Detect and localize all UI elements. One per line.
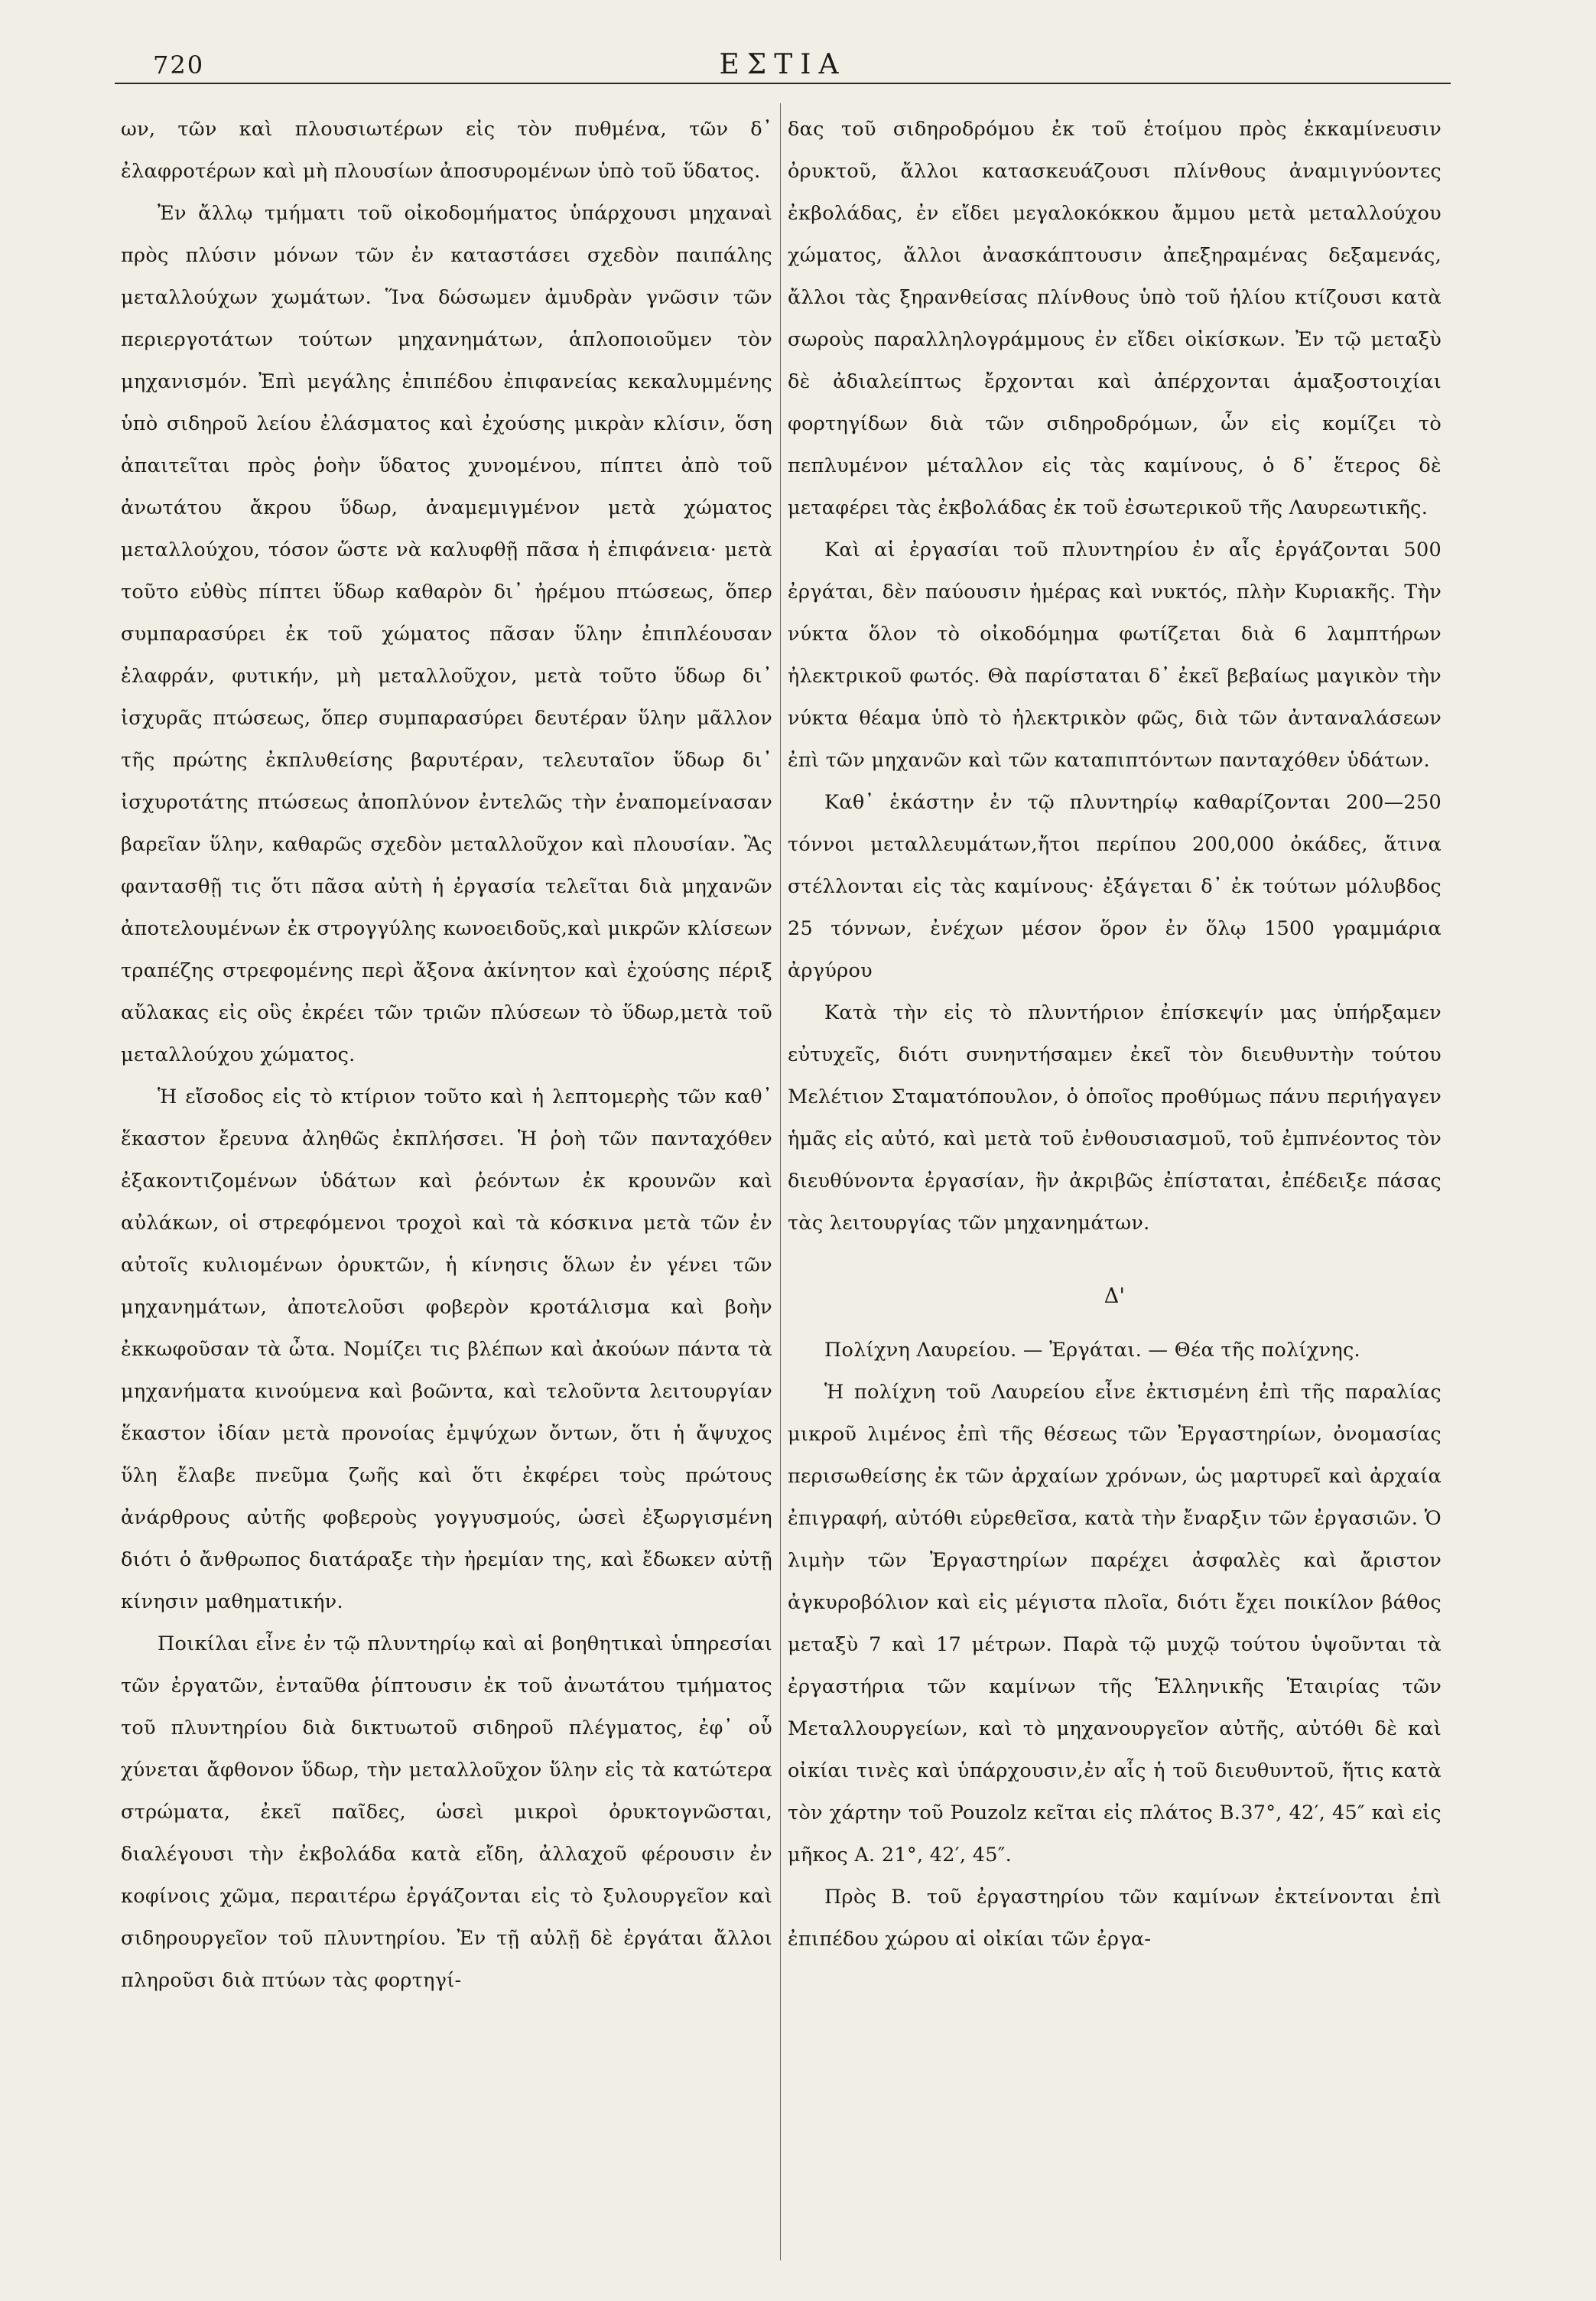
page-number: 720 — [153, 50, 205, 80]
header-rule — [115, 83, 1451, 84]
paragraph: Πρὸς Β. τοῦ ἐργαστηρίου τῶν καμίνων ἐκτείνονται ἐπὶ ἐπιπέδου χώρου αἱ οἰκίαι τῶν ἐργα- — [788, 1886, 1442, 1951]
left-column — [121, 109, 772, 2266]
paragraph: Καὶ αἱ ἐργασίαι τοῦ πλυντηρίου ἐν αἷς ἐργάζονται 500 ἐργάται, δὲν παύουσιν ἡμέρας καὶ νυκτός, πλὴν Κυριακῆς. Τὴν νύκτα ὅλον τὸ οἰκοδόμημα φωτίζεται διὰ 6 λαμπτήρων ἠλεκτρικοῦ φωτός. Θὰ παρίσταται δ᾽ ἐκεῖ βεβαίως μαγικὸν τὴν νύκτα θέαμα ὑπὸ τὸ ἠλεκτρικὸν φῶς, διὰ τῶν ἀνταναλάσεων ἐπὶ τῶν μηχανῶν καὶ τῶν καταπιπτόντων πανταχόθεν ὑδάτων. — [788, 539, 1442, 772]
section-summary: Πολίχνη Λαυρείου. — Ἐργάται. — Θέα τῆς πολίχνης. — [824, 1339, 1360, 1362]
paragraph: Ποικίλαι εἶνε ἐν τῷ πλυντηρίῳ καὶ αἱ βοηθητικαὶ ὑπηρεσίαι τῶν ἐργατῶν, ἐνταῦθα ῥίπτουσιν ἐκ τοῦ ἀνωτάτου τμήματος τοῦ πλυντηρίου διὰ δικτυωτοῦ σιδηροῦ πλέγματος, ἐφ᾽ οὗ χύνεται ἄφθονον ὕδωρ, τὴν μεταλλοῦχον ὕλην εἰς τὰ κατώτερα στρώματα, ἐκεῖ παῖδες, ὡσεὶ μικροὶ ὀρυκτογνῶσται, διαλέγουσι τὴν ἐκβολάδα κατὰ εἴδη, ἀλλαχοῦ φέρουσιν ἐν κοφίνοις χῶμα, περαιτέρω ἐργάζονται εἰς τὸ ξυλουργεῖον καὶ σιδηρουργεῖον τοῦ πλυντηρίου. Ἐν τῇ αὐλῇ δὲ ἐργάται ἄλλοι πληροῦσι διὰ πτύων τὰς φορτηγί- — [121, 1632, 772, 1992]
right-column — [788, 109, 1442, 2266]
paragraph: δας τοῦ σιδηροδρόμου ἐκ τοῦ ἑτοίμου πρὸς ἐκκαμίνευσιν ὀρυκτοῦ, ἄλλοι κατασκευάζουσι πλίνθους ἀναμιγνύοντες ἐκβολάδας, ἐν εἴδει μεγαλοκόκκου ἄμμου μετὰ μεταλλούχου χώματος, ἄλλοι ἀνασκάπτουσιν ἀπεξηραμένας δεξαμενάς, ἄλλοι τὰς ξηρανθείσας πλίνθους ὑπὸ τοῦ ἡλίου κτίζουσι κατὰ σωροὺς παραλληλογράμμους ἐν εἴδει οἰκίσκων. Ἐν τῷ μεταξὺ δὲ ἀδιαλείπτως ἔρχονται καὶ ἀπέρχονται ἁμαξοστοιχίαι φορτηγίδων διὰ τῶν σιδηροδρόμων, ὧν εἰς κομίζει τὸ πεπλυμένον μέταλλον εἰς τὰς καμίνους, ὁ δ᾽ ἕτερος δὲ μεταφέρει τὰς ἐκβολάδας ἐκ τοῦ ἐσωτερικοῦ τῆς Λαυρεωτικῆς. — [788, 118, 1442, 519]
paragraph: ων, τῶν καὶ πλουσιωτέρων εἰς τὸν πυθμένα, τῶν δ᾽ ἐλαφροτέρων καὶ μὴ πλουσίων ἀποσυρομένων ὑπὸ τοῦ ὕδατος. — [121, 118, 772, 183]
page-header — [115, 46, 1451, 92]
paragraph: Ἡ εἴσοδος εἰς τὸ κτίριον τοῦτο καὶ ἡ λεπτομερὴς τῶν καθ᾽ ἕκαστον ἔρευνα ἀληθῶς ἐκπλήσσει. Ἡ ῥοὴ τῶν πανταχόθεν ἐξακοντιζομένων ὑδάτων καὶ ῥεόντων ἐκ κρουνῶν καὶ αὐλάκων, οἱ στρεφόμενοι τροχοὶ καὶ τὰ κόσκινα μετὰ τῶν ἐν αὐτοῖς κυλιομένων ὀρυκτῶν, ἡ κίνησις ὅλων ἐν γένει τῶν μηχανημάτων, ἀποτελοῦσι φοβερὸν κροτάλισμα καὶ βοὴν ἐκκωφοῦσαν τὰ ὦτα. Νομίζει τις βλέπων καὶ ἀκούων πάντα τὰ μηχανήματα κινούμενα καὶ βοῶντα, καὶ τελοῦντα λειτουργίαν ἕκαστον ἰδίαν μετὰ προνοίας ἐμψύχων ὄντων, ὅτι ἡ ἄψυχος ὕλη ἔλαβε πνεῦμα ζωῆς καὶ ὅτι ἐκφέρει τοὺς πρώτους ἀνάρθρους αὐτῆς φοβεροὺς γογγυσμούς, ὡσεὶ ἐξωργισμένη διότι ὁ ἄνθρωπος διατάραξε τὴν ἠρεμίαν της, καὶ ἔδωκεν αὐτῇ κίνησιν μαθηματικήν. — [121, 1085, 772, 1613]
section-heading: Δ' — [1104, 1284, 1126, 1308]
column-divider — [780, 103, 781, 2260]
paragraph: Ἡ πολίχνη τοῦ Λαυρείου εἶνε ἐκτισμένη ἐπὶ τῆς παραλίας μικροῦ λιμένος ἐπὶ τῆς θέσεως τῶν Ἐργαστηρίων, ὀνομασίας περισωθείσης ἐκ τῶν ἀρχαίων χρόνων, ὡς μαρτυρεῖ καὶ ἀρχαία ἐπιγραφή, αὐτόθι εὑρεθεῖσα, κατὰ τὴν ἔναρξιν τῶν ἐργασιῶν. Ὁ λιμὴν τῶν Ἐργαστηρίων παρέχει ἀσφαλὲς καὶ ἄριστον ἀγκυροβόλιον καὶ εἰς μέγιστα πλοῖα, διότι ἔχει ποικίλον βάθος μεταξὺ 7 καὶ 17 μέτρων. Παρὰ τῷ μυχῷ τούτου ὑψοῦνται τὰ ἐργαστήρια τῶν καμίνων τῆς Ἑλληνικῆς Ἑταιρίας τῶν Μεταλλουργείων, καὶ τὸ μηχανουργεῖον αὐτῆς, αὐτόθι δὲ καὶ οἰκίαι τινὲς καὶ ὑπάρχουσιν,ἐν αἷς ἡ τοῦ διευθυντοῦ, ἥτις κατὰ τὸν χάρτην τοῦ Pouzolz κεῖται εἰς πλάτος Β.37°, 42′, 45″ καὶ εἰς μῆκος Α. 21°, 42′, 45″. — [788, 1381, 1442, 1867]
paragraph: Καθ᾽ ἑκάστην ἐν τῷ πλυντηρίῳ καθαρίζονται 200—250 τόννοι μεταλλευμάτων,ἤτοι περίπου 200,000 ὀκάδες, ἅτινα στέλλονται εἰς τὰς καμίνους· ἐξάγεται δ᾽ ἐκ τούτων μόλυβδος 25 τόννων, ἐνέχων μέσον ὅρον ἐν ὅλῳ 1500 γραμμάρια ἀργύρου — [788, 791, 1442, 982]
paragraph: Ἐν ἄλλῳ τμήματι τοῦ οἰκοδομήματος ὑπάρχουσι μηχαναὶ πρὸς πλύσιν μόνων τῶν ἐν καταστάσει σχεδὸν παιπάλης μεταλλούχων χωμάτων. Ἵνα δώσωμεν ἀμυδρὰν γνῶσιν τῶν περιεργοτάτων τούτων μηχανημάτων, ἁπλοποιοῦμεν τὸν μηχανισμόν. Ἐπὶ μεγάλης ἐπιπέδου ἐπιφανείας κεκαλυμμένης ὑπὸ σιδηροῦ λείου ἐλάσματος καὶ ἐχούσης μικρὰν κλίσιν, ὅση ἀπαιτεῖται πρὸς ῥοὴν ὕδατος χυνομένου, πίπτει ἀπὸ τοῦ ἀνωτάτου ἄκρου ὕδωρ, ἀναμεμιγμένον μετὰ χώματος μεταλλούχου, τόσον ὥστε νὰ καλυφθῇ πᾶσα ἡ ἐπιφάνεια· μετὰ τοῦτο εὐθὺς πίπτει ὕδωρ καθαρὸν δι᾽ ἠρέμου πτώσεως, ὅπερ συμπαρασύρει ἐκ τοῦ χώματος πᾶσαν ὕλην ἐπιπλέουσαν ἐλαφράν, φυτικήν, μὴ μεταλλοῦχον, μετὰ τοῦτο ὕδωρ δι᾽ ἰσχυρᾶς πτώσεως, ὅπερ συμπαρασύρει δευτέραν ὕλην μᾶλλον τῆς πρώτης ἐκπλυθείσης βαρυτέραν, τελευταῖον ὕδωρ δι᾽ ἰσχυροτάτης πτώσεως ἀποπλύνον ἐντελῶς τὴν ἐναπομείνασαν βαρεῖαν ὕλην, καθαρῶς σχεδὸν μεταλλοῦχον καὶ πλουσίαν. Ἂς φαντασθῇ τις ὅτι πᾶσα αὐτὴ ἡ ἐργασία τελεῖται διὰ μηχανῶν ἀποτελουμένων ἐκ στρογγύλης κωνοειδοῦς,καὶ μικρῶν κλίσεων τραπέζης στρεφομένης περὶ ἄξονα ἀκίνητον καὶ ἐχούσης πέριξ αὔλακας εἰς οὓς ἐκρέει τῶν τριῶν πλύσεων τὸ ὕδωρ,μετὰ τοῦ μεταλλούχου χώματος. — [121, 202, 772, 1066]
paragraph: Κατὰ τὴν εἰς τὸ πλυντήριον ἐπίσκεψίν μας ὑπήρξαμεν εὐτυχεῖς, διότι συνηντήσαμεν ἐκεῖ τὸν διευθυντὴν τούτου Μελέτιον Σταματόπουλον, ὁ ὁποῖος προθύμως πάνυ περιήγαγεν ἡμᾶς εἰς αὐτό, καὶ μετὰ τοῦ ἐνθουσιασμοῦ, τοῦ ἐμπνέοντος τὸν διευθύνοντα ἐργασίαν, ἣν ἀκριβῶς ἐπίσταται, ἐπέδειξε πάσας τὰς λειτουργίας τῶν μηχανημάτων. — [788, 1001, 1442, 1235]
running-head: ΕΣΤΙΑ — [719, 49, 847, 80]
